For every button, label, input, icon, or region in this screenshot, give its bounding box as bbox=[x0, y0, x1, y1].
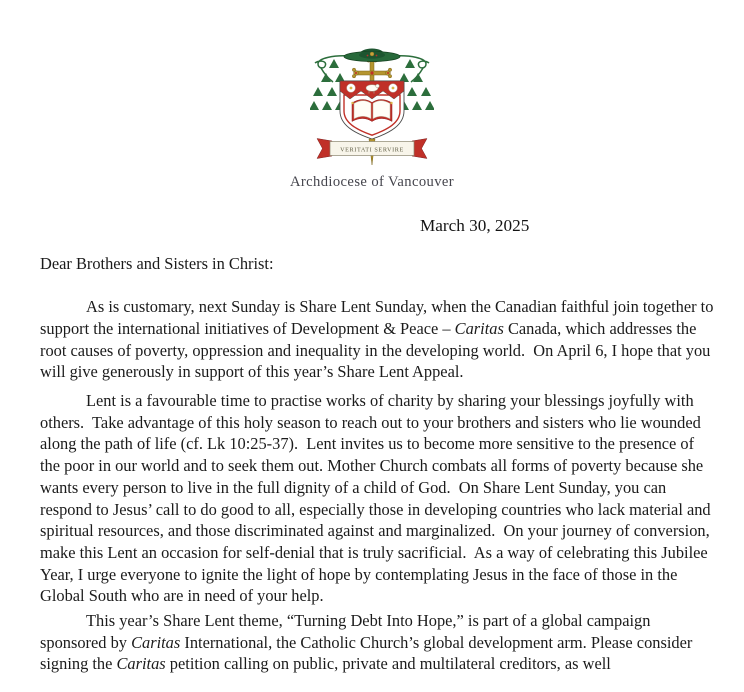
crest-galero-icon bbox=[344, 49, 400, 62]
body-text: International, the Catholic Church’s global development arm. Please consider signing the bbox=[40, 632, 697, 674]
crest-book-icon bbox=[351, 100, 392, 122]
body-text: petition calling on public, private and multilateral creditors, as well bbox=[165, 654, 611, 674]
body-text: As is customary, next Sunday is Share Lent Sunday, when the Canadian faithful join together to support the international initiatives of Development & Peace – bbox=[40, 297, 718, 338]
salutation: Dear Brothers and Sisters in Christ: bbox=[40, 254, 274, 273]
paragraph bbox=[40, 296, 718, 383]
italic-text: Caritas bbox=[454, 318, 504, 338]
body-text: This year’s Share Lent theme, “Turning Debt Into Hope,” is part of a global campaign sponsored by bbox=[40, 611, 655, 652]
body-text: Lent is a favourable time to practise works of charity by sharing your blessings joyfully with others. Take advantage of this holy season to reach out to your brothers and sisters who lie wounded along the path of life (cf. Lk 10:25-37). Lent invites us to become more sensitive to the presence of the poor in our world and to seek them out. Mother Church combats all forms of poverty because she wants every person to live in the full dignity of a child of God. On Share Lent Sunday, you can respond to Jesus’ call to do good to all, especially those in developing countries who lack material and spiritual resources, and those discriminated against and marginalized. On your journey of conversion, make this Lent an occasion for self-denial that is truly sacrificial. As a way of celebrating this Jubilee Year, I urge everyone to ignite the light of hope by contemplating Jesus in the face of those in the Global South who are in need of your help. bbox=[40, 391, 715, 606]
crest-shield bbox=[340, 81, 404, 139]
letter-date: March 30, 2025 bbox=[420, 216, 530, 235]
crest-motto-scroll bbox=[317, 139, 427, 159]
organization-name: Archdiocese of Vancouver bbox=[289, 174, 455, 190]
paragraph bbox=[40, 390, 718, 607]
letter-body bbox=[0, 296, 744, 675]
body-text: Canada, which addresses the root causes of poverty, oppression and inequality in the developing world. On April 6, I hope that you will give generously in support of this year’s Share Lent Appeal. bbox=[40, 318, 715, 382]
italic-text: Caritas bbox=[131, 632, 181, 652]
letterhead bbox=[0, 45, 744, 192]
paragraph bbox=[40, 610, 718, 675]
crest-motto-text: VERITATI SERVIRE bbox=[340, 146, 404, 154]
archdiocese-crest bbox=[310, 45, 434, 169]
italic-text: Caritas bbox=[116, 654, 166, 674]
